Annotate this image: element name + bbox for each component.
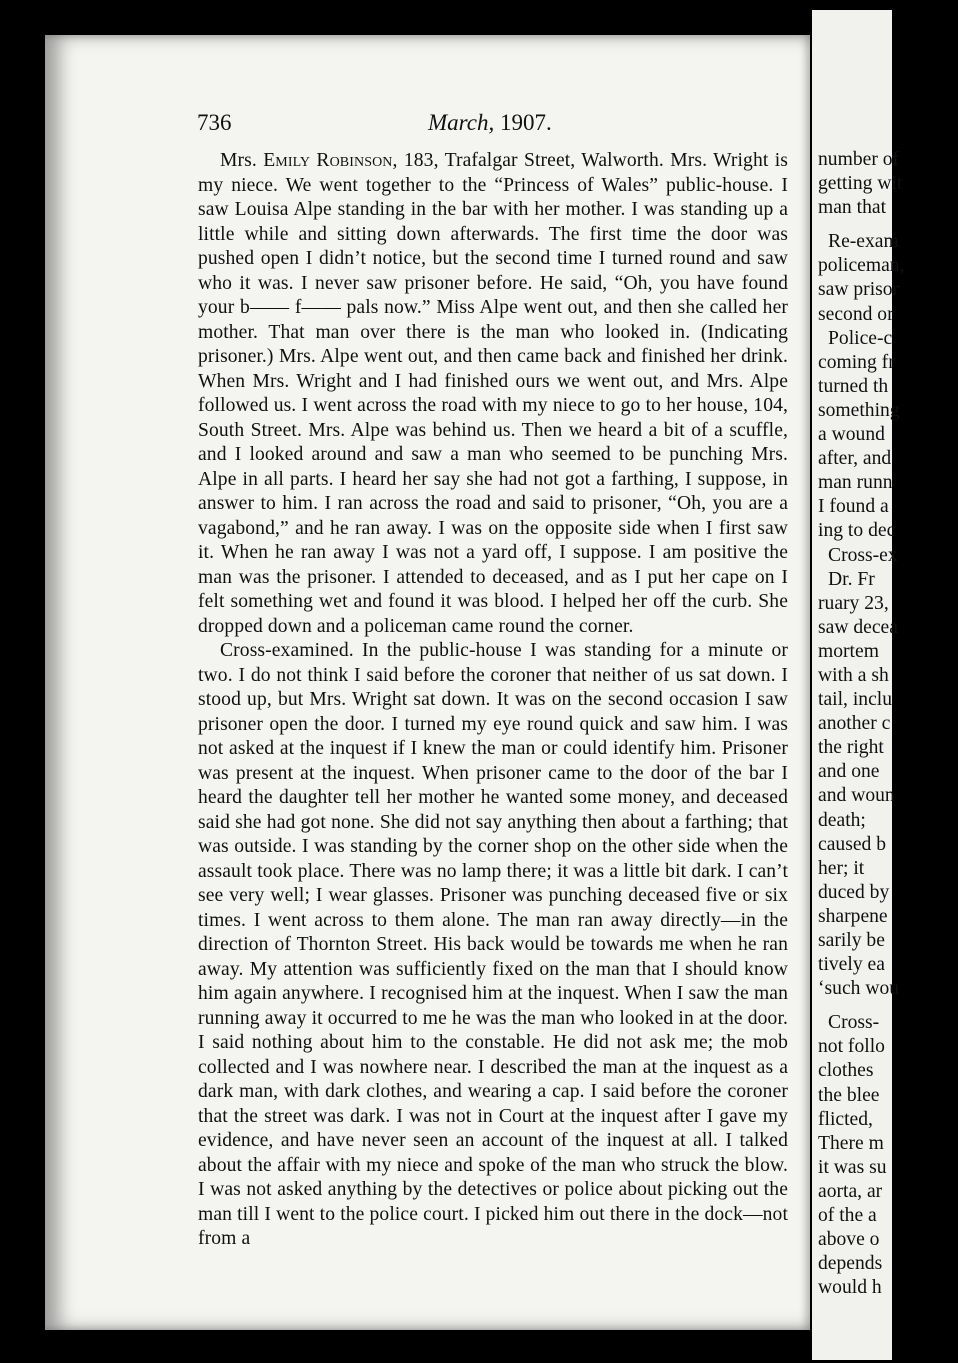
page-number: 736 (197, 110, 232, 135)
facing-page-line: clothes (818, 1060, 874, 1082)
facing-page-line: her; it (818, 857, 865, 879)
facing-page-line: with a sh (818, 664, 889, 686)
facing-page-line: second or (818, 303, 894, 325)
facing-page-line: sarily be (818, 930, 885, 951)
facing-page-line: tail, inclu (818, 689, 893, 711)
facing-page-line: aorta, ar (818, 1180, 883, 1202)
facing-page-line: ing to dec (818, 520, 896, 542)
facing-page-line: duced by (818, 881, 890, 903)
facing-page-line: man that (818, 197, 887, 219)
facing-page-line: the right (818, 737, 884, 759)
facing-page-line: tively ea (818, 954, 885, 976)
facing-page-edge (812, 10, 905, 1360)
facing-page-line: policeman, (818, 255, 905, 277)
facing-page-line: There m (818, 1132, 884, 1154)
facing-page-line: turned th (818, 375, 889, 397)
facing-page-line: Dr. Fr (828, 568, 875, 590)
facing-page-line: saw decea (818, 616, 898, 638)
facing-page-line: a wound (818, 424, 885, 446)
facing-page-line: and one (818, 761, 880, 783)
witness-name: Emily Robinson (263, 150, 393, 171)
witness-title: Mrs. (220, 150, 264, 171)
facing-page-line: not follo (818, 1036, 885, 1058)
facing-page-line: it was su (818, 1156, 887, 1178)
left-book-page (45, 35, 810, 1330)
testimony-text (198, 149, 788, 1252)
facing-page-line: getting wit (818, 173, 903, 195)
facing-page-line: caused b (818, 833, 887, 855)
facing-page-line: Re-exam (828, 231, 899, 253)
running-head-year: 1907. (499, 110, 552, 135)
facing-page-line: coming fr (818, 351, 895, 373)
facing-page-line: something (818, 399, 900, 421)
running-head-month: March, (428, 110, 495, 135)
facing-page-line: mortem (818, 640, 879, 662)
testimony-body: , 183, Trafalgar Street, Walworth. Mrs. Wright is my niece. We went together to the “Princess of Wales” public-house. I saw Louisa Alpe standing in the bar with her mother. I was standing up a little while and sitting down afterwards. The first time the door was pushed open I didn’t notice, but the second time I turned round and saw who it was. I never saw prisoner before. He said, “Oh, you have found your b—— f—— pals now.” Miss Alpe went out, and then she called her mother. That man over there is the man who looked in. (Indicating prisoner.) Mrs. Alpe went out, and then came back and finished her drink. When Mrs. Wright and I had finished ours we went out, and Mrs. Alpe followed us. I went across the road with my niece to go to her house, 104, South Street. Mrs. Alpe was behind us. Then we heard a bit of a scuffle, and I looked around and saw a man who seemed to be punching Mrs. Alpe in all parts. I heard her say she had not got a farthing, I suppose, in answer to him. I ran across the road and said to prisoner, “Oh, you are a vagabond,” and he ran away. I was on the opposite side when I first saw it. When he ran away I was not a yard off, I suppose. I am positive the man was the prisoner. I attended to deceased, and as I put her cape on I felt something wet and found it was blood. I helped her off the curb. She dropped down and a policeman came round the corner. (198, 150, 789, 637)
cross-examination-paragraph: Cross-examined. In the public-house I was standing for a minute or two. I do not think I said before the coroner that neither of us sat down. I stood up, but Mrs. Wright sat down. It was on the second occasion I saw prisoner open the door. I turned my eye round quick and saw him. I was not asked at the inquest if I knew the man or could identify him. Prisoner was present at the inquest. When prisoner came to the door of the bar I heard the daughter tell her mother he wanted some money, and deceased said she had got none. She did not say anything then about a farthing; that was outside. I was standing by the corner shop on the other side when the assault took place. There was no lamp there; it was a little bit dark. I can’t see very well; I wear glasses. Prisoner was punching deceased five or six times. I went across to them alone. The man ran away directly—in the direction of Thornton Street. His back would be towards me when he ran away. My attention was sufficiently fixed on the man that I should know him again anywhere. I recognised him at the inquest. When I saw the man running away it occurred to me he was the man who looked in at the door. I said nothing about him to the constable. He did not ask me; the mob collected and I was nowhere near. I described the man at the inquest as a dark man, with dark clothes, and wearing a cap. I said before the coroner that the street was dark. I was not in Court at the inquest after I gave my evidence, and have never seen an account of the inquest at all. I talked about the affair with my niece and spoke of the man who struck the blow. I was not asked anything by the detectives or police about picking out the man till I went to the police court. I picked him out there in the dock—not from a (198, 640, 788, 1249)
facing-page-line: the blee (818, 1084, 880, 1106)
facing-page-line: Cross- (828, 1012, 880, 1034)
facing-page-gap (818, 1001, 958, 1011)
facing-page-line: depends (818, 1253, 883, 1275)
running-head (428, 110, 552, 136)
facing-page-line: ‘such wou (818, 978, 900, 1000)
facing-page-line: man runn (818, 472, 893, 494)
facing-page-text (818, 148, 958, 1300)
facing-page-line: after, and (818, 448, 892, 470)
facing-page-line: and woun (818, 785, 895, 807)
page-header (45, 110, 810, 140)
facing-page-line: of the a (818, 1205, 877, 1227)
facing-page-line: would h (818, 1277, 882, 1299)
facing-page-line: death; (818, 809, 866, 831)
facing-page-line: saw prisor (818, 279, 900, 301)
facing-page-line: Cross-ex (828, 544, 898, 566)
facing-page-line: above o (818, 1229, 880, 1251)
facing-page-line: I found a (818, 496, 889, 518)
facing-page-line: sharpene (818, 905, 888, 927)
facing-page-line: another c (818, 713, 891, 735)
facing-page-line: Police-c (828, 327, 893, 349)
witness-testimony-paragraph (198, 149, 788, 639)
facing-page-gap (818, 220, 958, 230)
facing-page-line: ruary 23, (818, 592, 889, 614)
facing-page-line: number of (818, 149, 900, 170)
facing-page-line: flicted, (818, 1108, 873, 1130)
